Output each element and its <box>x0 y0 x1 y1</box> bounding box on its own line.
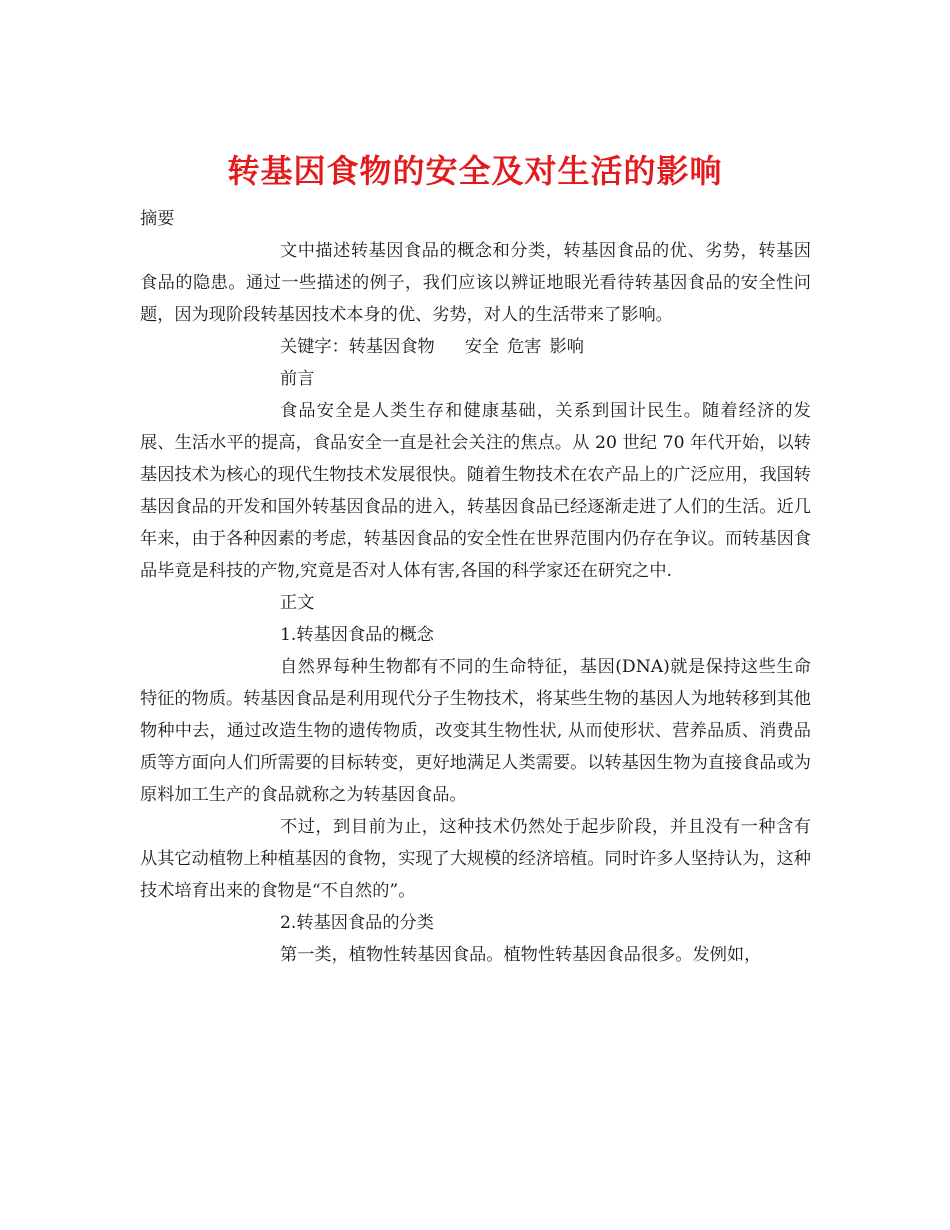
document-body <box>140 203 811 971</box>
document-title: 转基因食物的安全及对生活的影响 <box>227 152 723 191</box>
abstract-paragraph: 文中描述转基因食品的概念和分类，转基因食品的优、劣势，转基因食品的隐患。通过一些描述的例子，我们应该以辨证地眼光看待转基因食品的安全性问题，因为现阶段转基因技术本身的优、劣势，对人的生活带来了影响。 <box>140 241 811 325</box>
section1-paragraph-2: 不过，到目前为止，这种技术仍然处于起步阶段，并且没有一种含有从其它动植物上种植基因的食物，实现了大规模的经济培植。同时许多人坚持认为，这种技术培育出来的食物是“不自然的”。 <box>140 817 811 901</box>
keyword-item: 危害 <box>507 337 542 357</box>
keywords-label: 关键字： <box>280 337 349 357</box>
preface-paragraph: 食品安全是人类生存和健康基础，关系到国计民生。随着经济的发展、生活水平的提高，食品安全一直是社会关注的焦点。从 20 世纪 70 年代开始，以转基因技术为核心的现代生物技术发展很快。随着生物技术在农产品上的广泛应用，我国转基因食品的开发和国外转基因食品的进入，转基因食品已经逐渐走进了人们的生活。近几年来，由于各种因素的考虑，转基因食品的安全性在世界范围内仍存在争议。而转基因食品毕竟是科技的产物,究竟是否对人体有害,各国的科学家还在研究之中. <box>140 401 811 581</box>
preface-heading: 前言 <box>280 369 315 389</box>
section2-paragraph-1: 第一类，植物性转基因食品。植物性转基因食品很多。发例如， <box>280 945 762 965</box>
section1-paragraph-1: 自然界每种生物都有不同的生命特征，基因(DNA)就是保持这些生命特征的物质。转基因食品是利用现代分子生物技术，将某些生物的基因人为地转移到其他物种中去，通过改造生物的遗传物质，改变其生物性状, 从而使形状、营养品质、消费品质等方面向人们所需要的目标转变，更好地满足人类需要。以转基因生物为直接食品或为原料加工生产的食品就称之为转基因食品。 <box>140 657 811 805</box>
main-heading: 正文 <box>280 593 315 613</box>
keyword-item: 安全 <box>464 337 500 357</box>
abstract-label: 摘要 <box>140 209 175 229</box>
section2-heading: 2.转基因食品的分类 <box>280 913 434 933</box>
section1-heading: 1.转基因食品的概念 <box>280 625 434 645</box>
keyword-item: 影响 <box>549 337 584 357</box>
keywords-line <box>140 331 811 363</box>
keyword-item: 转基因食物 <box>348 337 435 357</box>
